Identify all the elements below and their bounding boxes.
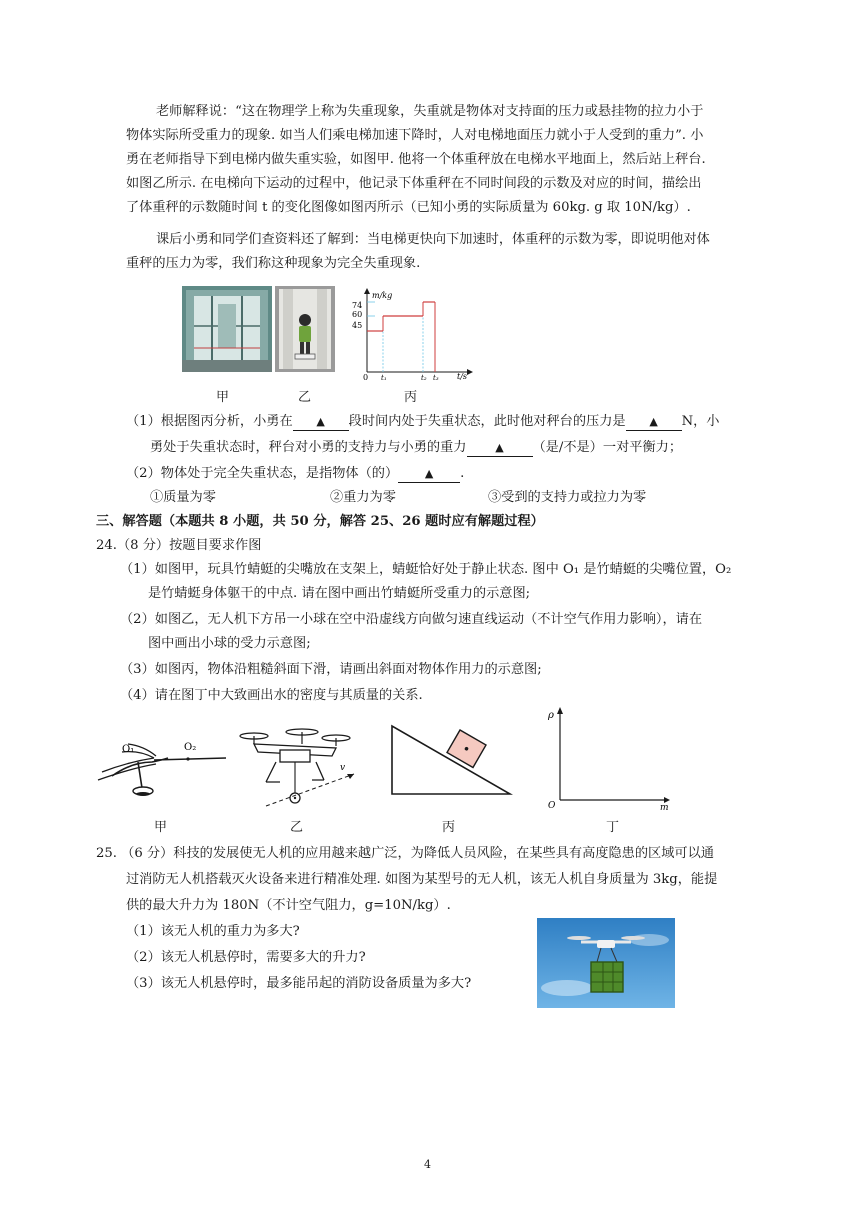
mass-time-graph-svg	[345, 288, 475, 380]
axis-m: m	[660, 803, 669, 810]
fig24-caption-ding: 丁	[606, 820, 620, 835]
axis-rho: ρ	[548, 710, 554, 721]
q23-sub1-text-b: 段时间内处于失重状态，此时他对秤台的压力是	[348, 414, 626, 429]
fig24-caption-jia: 甲	[154, 820, 168, 835]
q24-sub1-line1: （1）如图甲，玩具竹蜻蜓的尖嘴放在支架上，蜻蜓恰好处于静止状态. 图中 O₁ 是竹蜻蜓的尖嘴位置，O₂	[120, 562, 732, 577]
q24-sub1-line2: 是竹蜻蜓身体躯干的中点. 请在图中画出竹蜻蜓所受重力的示意图;	[148, 586, 531, 601]
mass-time-graph	[345, 288, 475, 380]
q24-sub3: （3）如图丙，物体沿粗糙斜面下滑，请画出斜面对物体作用力的示意图;	[120, 662, 542, 677]
density-mass-axes	[536, 704, 672, 810]
q23-sub1-text-d: 勇处于失重状态时，秤台对小勇的支持力与小勇的重力	[150, 440, 467, 455]
q23-sub1-text-a: （1）根据图丙分析，小勇在	[126, 414, 293, 429]
q25-line3: 供的最大升力为 180N（不计空气阻力，g=10N/kg）.	[126, 898, 451, 913]
fig23-caption-yi: 乙	[298, 390, 312, 405]
graph-x-label: t/s	[457, 372, 468, 380]
incline-figure	[388, 722, 514, 798]
fig24-caption-yi: 乙	[290, 820, 304, 835]
q23-sub2-text-a: （2）物体处于完全失重状态，是指物体（的）	[126, 466, 399, 481]
label-v: v	[340, 763, 346, 773]
tick-t1: t₁	[381, 374, 387, 380]
q23-sub1-line1	[126, 412, 720, 432]
q23-blank-4[interactable]: ▲	[398, 466, 460, 483]
q24-sub2-line2: 图中画出小球的受力示意图;	[148, 636, 311, 651]
q23-sub1-text-c: N，小	[681, 414, 720, 429]
fig23-caption-bing: 丙	[404, 390, 418, 405]
q23-option-3: ③受到的支持力或拉力为零	[488, 490, 647, 505]
q24-sub4: （4）请在图丁中大致画出水的密度与其质量的关系.	[120, 688, 423, 703]
q24-sub2-line1: （2）如图乙，无人机下方吊一小球在空中沿虚线方向做匀速直线运动（不计空气作用力影响），请在	[120, 612, 703, 627]
axis-origin: O	[548, 801, 556, 810]
passage2-line-2: 重秤的压力为零，我们称这种现象为完全失重现象.	[126, 256, 421, 271]
q25-sub3: （3）该无人机悬停时，最多能吊起的消防设备质量为多大?	[126, 976, 472, 991]
q23-blank-2[interactable]: ▲	[626, 414, 682, 431]
q23-sub2-line	[126, 464, 464, 484]
bamboo-dragonfly-figure	[92, 722, 232, 802]
q25-sub1: （1）该无人机的重力为多大?	[126, 924, 300, 939]
elevator-photo	[182, 286, 272, 372]
tick-0: 0	[363, 373, 369, 380]
tick-74: 74	[352, 301, 363, 310]
fig23-caption-jia: 甲	[216, 390, 230, 405]
tick-t2: t₂	[421, 374, 427, 380]
q25-line2: 过消防无人机搭载灭火设备来进行精准处理. 如图为某型号的无人机，该无人机自身质量为 3kg，能提	[126, 872, 718, 887]
label-o1: O₁	[122, 744, 135, 755]
q25-sub2: （2）该无人机悬停时，需要多大的升力?	[126, 950, 366, 965]
q23-sub1-line2	[150, 438, 682, 458]
tick-t3: t₃	[433, 374, 439, 380]
q23-blank-3[interactable]: ▲	[467, 440, 533, 457]
q24-heading: 24.（8 分）按题目要求作图	[96, 538, 262, 553]
drone-ball-figure	[236, 722, 376, 810]
label-o2: O₂	[184, 742, 197, 753]
section3-heading: 三、解答题（本题共 8 小题，共 50 分，解答 25、26 题时应有解题过程）	[96, 514, 544, 529]
q23-blank-1[interactable]: ▲	[293, 414, 349, 431]
passage-line-5: 了体重秤的示数随时间 t 的变化图像如图丙所示（已知小勇的实际质量为 60kg. g 取 10N/kg）.	[126, 200, 691, 215]
tick-45: 45	[352, 321, 363, 330]
q23-sub1-text-e: （是/不是）一对平衡力；	[532, 440, 683, 455]
q25-line1: 25. （6 分）科技的发展使无人机的应用越来越广泛，为降低人员风险，在某些具有高度隐患的区域可以通	[96, 846, 714, 861]
q23-sub2-text-b: .	[460, 466, 465, 481]
fire-drone-photo	[537, 918, 675, 1008]
passage2-line-1: 课后小勇和同学们查资料还了解到：当电梯更快向下加速时，体重秤的示数为零，即说明他对体	[156, 232, 710, 247]
graph-y-label: m/kg	[372, 291, 393, 300]
tick-60: 60	[352, 310, 363, 319]
fig24-caption-bing: 丙	[442, 820, 456, 835]
passage-line-3: 勇在老师指导下到电梯内做失重实验，如图甲. 他将一个体重秤放在电梯水平地面上，然后站上秤台.	[126, 152, 706, 167]
scale-photo	[275, 286, 335, 372]
page-number: 4	[424, 1158, 431, 1171]
passage-line-2: 物体实际所受重力的现象. 如当人们乘电梯加速下降时，人对电梯地面压力就小于人受到的重力”. 小	[126, 128, 704, 143]
passage-line-4: 如图乙所示. 在电梯向下运动的过程中，他记录下体重秤在不同时间段的示数及对应的时间，描绘出	[126, 176, 702, 191]
q23-option-1: ①质量为零	[150, 490, 216, 505]
passage-line-1: 老师解释说：“这在物理学上称为失重现象，失重就是物体对支持面的压力或悬挂物的拉力小于	[156, 104, 704, 119]
q23-option-2: ②重力为零	[330, 490, 396, 505]
